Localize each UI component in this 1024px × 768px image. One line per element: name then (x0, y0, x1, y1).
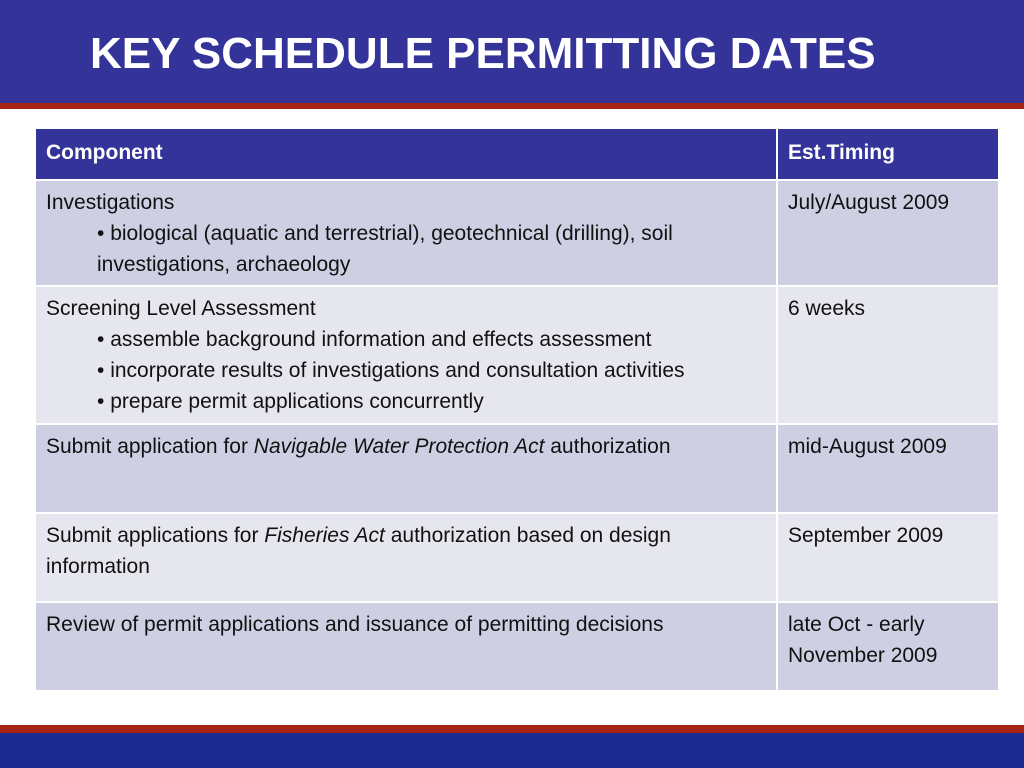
table-header-row (35, 128, 999, 180)
bullet-text: prepare permit applications concurrently (110, 390, 484, 413)
header-timing: Est.Timing (777, 128, 999, 180)
bullet-list (46, 324, 766, 417)
list-item (97, 355, 766, 386)
timing-cell: July/August 2009 (777, 180, 999, 286)
header-accent-rule (0, 103, 1024, 109)
bullet-glyph: • (97, 328, 105, 351)
schedule-table (34, 127, 1000, 692)
slide-title: KEY SCHEDULE PERMITTING DATES (90, 29, 876, 78)
timing-cell: 6 weeks (777, 286, 999, 424)
footer-bar (0, 733, 1024, 768)
list-item (97, 324, 766, 355)
component-cell (35, 180, 777, 286)
timing-cell: mid-August 2009 (777, 424, 999, 513)
table-row (35, 424, 999, 513)
table-row (35, 513, 999, 602)
header-component: Component (35, 128, 777, 180)
component-text-pre: Submit application for (46, 435, 254, 458)
bullet-glyph: • (97, 390, 105, 413)
component-cell (35, 424, 777, 513)
component-text-pre: Submit applications for (46, 524, 265, 547)
title-bar (0, 0, 1024, 103)
table-row (35, 286, 999, 424)
act-name: Fisheries Act (264, 524, 385, 547)
footer-accent-rule (0, 725, 1024, 733)
act-name: Navigable Water Protection Act (253, 435, 545, 458)
bullet-list (46, 218, 766, 280)
component-label: Investigations (46, 191, 175, 214)
component-cell (35, 286, 777, 424)
component-text-post: authorization (544, 435, 671, 458)
component-text-post: authorization based on design information (46, 524, 671, 578)
component-label: Screening Level Assessment (46, 297, 316, 320)
bullet-text: assemble background information and effects assessment (110, 328, 652, 351)
bullet-glyph: • (97, 359, 105, 382)
bullet-text: biological (aquatic and terrestrial), geotechnical (drilling), soil investigations, archaeology (97, 222, 673, 276)
bullet-text: incorporate results of investigations and consultation activities (110, 359, 685, 382)
timing-cell: late Oct - early November 2009 (777, 602, 999, 691)
table-row (35, 180, 999, 286)
table-row (35, 602, 999, 691)
bullet-glyph: • (97, 222, 105, 245)
component-cell (35, 513, 777, 602)
list-item (97, 218, 766, 280)
component-cell: Review of permit applications and issuance of permitting decisions (35, 602, 777, 691)
timing-cell: September 2009 (777, 513, 999, 602)
list-item (97, 386, 766, 417)
